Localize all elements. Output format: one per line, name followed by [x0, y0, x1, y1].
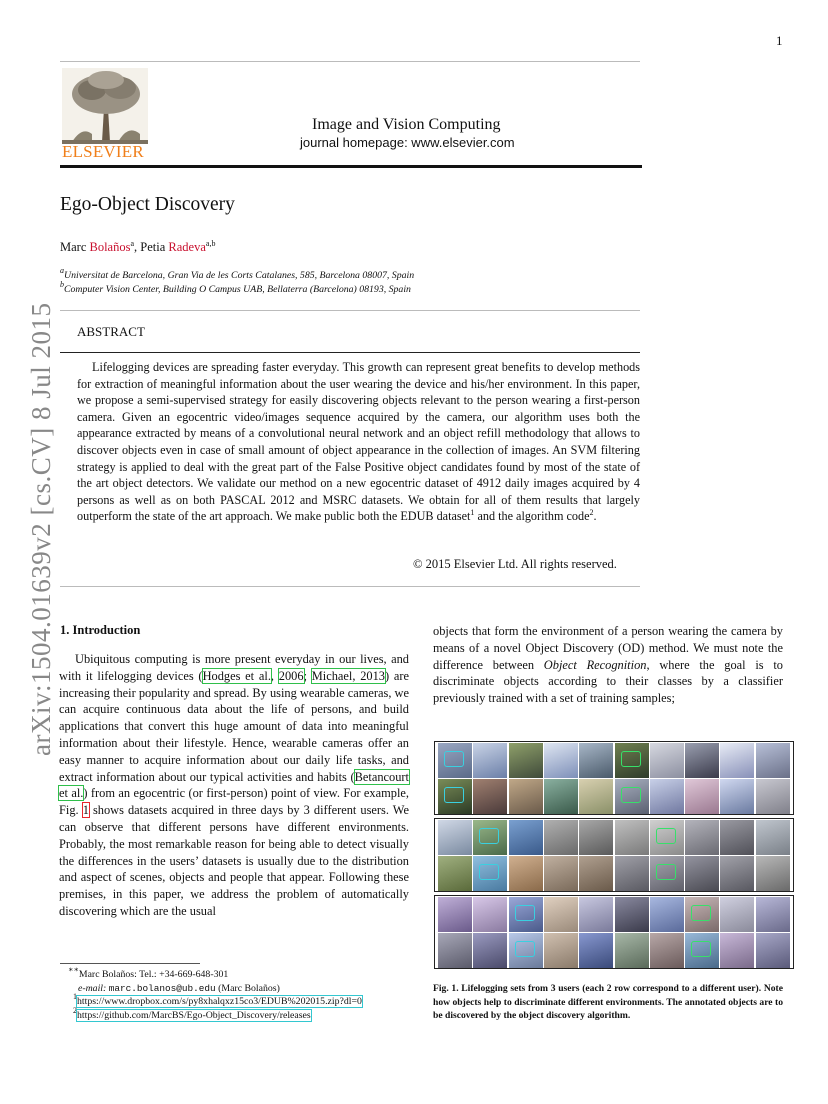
intro-text-f: shows datasets acquired in three days by 3 different users. We can observe that different persons have different environments. Probably, the most remarkable reason for being able to detect visually the differences in the users’ datasets is usually due to the distribution and aspect of scenes, objects and people that appear. Following these premises, in this paper, we address the problem of automatically discovering which are the usual — [59, 803, 409, 918]
footnote-email — [78, 982, 280, 995]
intro-text-e: ) from an egocentric (or first-person) point of view. For example, Fig. — [59, 786, 409, 818]
figure-thumbnail — [544, 897, 578, 932]
paper-title: Ego-Object Discovery — [60, 194, 235, 215]
figure-thumbnail — [685, 820, 719, 855]
author-1-first: Marc — [60, 240, 90, 254]
top-rule — [60, 61, 640, 62]
figure-thumbnail — [509, 856, 543, 891]
footnote-corr-text: Marc Bolaños: Tel.: +34-669-648-301 — [78, 969, 229, 980]
author-1-affil: a — [130, 239, 135, 248]
intro-text-c: ; — [303, 668, 312, 683]
figure-thumbnail — [509, 933, 543, 968]
affiliation-a-mark: a — [60, 266, 64, 275]
copyright-notice: © 2015 Elsevier Ltd. All rights reserved. — [413, 557, 617, 571]
figure-thumbnail — [509, 743, 543, 778]
affiliation-b-mark: b — [60, 280, 64, 289]
figure-thumbnail — [473, 779, 507, 814]
object-annotation-box — [621, 787, 641, 803]
intro-text-b: , — [270, 668, 279, 683]
figure-thumbnail — [756, 779, 790, 814]
figure-thumbnail — [615, 743, 649, 778]
object-annotation-box — [479, 828, 499, 844]
figure-thumbnail — [650, 856, 684, 891]
figure-thumbnail — [438, 933, 472, 968]
arxiv-stamp: arXiv:1504.01639v2 [cs.CV] 8 Jul 2015 — [26, 302, 56, 756]
affiliation-b — [60, 280, 411, 295]
journal-homepage[interactable]: journal homepage: www.elsevier.com — [300, 135, 515, 150]
abstract-text: Lifelogging devices are spreading faster everyday. This growth can represent great benefits to develop methods for extraction of meaningful information about the user wearing the device and his/her environment. In this paper, we propose a semi-supervised strategy for easily discovering objects relevant to the person wearing a first-person camera. Given an egocentric video/images sequence acquired by the camera, our algorithm uses both the appearance extracted by means of a convolutional neural network and an object refill methodology that allows to discover objects even in case of small amount of object appearance in the collection of images. An SVM filtering strategy is applied to deal with the great part of the False Positive object candidates found by most of the state of the art object detectors. We validate our method on a new egocentric dataset of 4912 daily images acquired by 4 persons as well as on both PASCAL 2012 and MSRC datasets. We obtain for all of them results that largely outperform the state of the art approach. We make public both the EDUB dataset — [77, 360, 640, 524]
figure-row-user-3 — [434, 895, 794, 969]
abstract-heading: ABSTRACT — [77, 324, 145, 339]
figure-row-user-1 — [434, 741, 794, 815]
affiliation-a-text: Universitat de Barcelona, Gran Via de les Corts Catalanes, 585, Barcelona 08007, Spain — [64, 270, 415, 281]
abstract-body — [77, 359, 640, 525]
object-annotation-box — [479, 864, 499, 880]
email-owner: (Marc Bolaños) — [215, 983, 280, 994]
figure-thumbnail — [544, 933, 578, 968]
footnote-rule — [60, 963, 200, 964]
figure-row-user-2 — [434, 818, 794, 892]
figure-thumbnail — [473, 933, 507, 968]
figure-thumbnail — [438, 897, 472, 932]
figure-thumbnail — [544, 779, 578, 814]
figure-thumbnail — [720, 820, 754, 855]
figure-thumbnail — [473, 897, 507, 932]
object-annotation-box — [691, 941, 711, 957]
figure-thumbnail — [756, 897, 790, 932]
figure-thumbnail — [615, 820, 649, 855]
figure-thumbnail — [685, 743, 719, 778]
figure-thumbnail — [720, 779, 754, 814]
footnote-2-mark: 2 — [73, 1006, 77, 1015]
figure-thumbnail — [650, 779, 684, 814]
figure-thumbnail — [720, 933, 754, 968]
figure-thumbnail — [438, 779, 472, 814]
figure-thumbnail — [579, 820, 613, 855]
journal-title: Image and Vision Computing — [312, 116, 501, 133]
elsevier-logo — [62, 68, 148, 160]
intro-left-column — [59, 651, 409, 920]
figure-thumbnail — [509, 779, 543, 814]
figure-1-caption: Fig. 1. Lifelogging sets from 3 users (each 2 row correspond to a different user). Note how objects help to discriminate different environments. The annotated objects are to be discovered by the object discovery algorithm. — [433, 983, 783, 1021]
abstract-footnote-2-ref[interactable]: 2 — [589, 508, 594, 518]
footnote-corr-mark: ∗∗ — [68, 965, 79, 974]
publisher-wordmark: ELSEVIER — [62, 142, 144, 161]
header-thick-rule — [60, 165, 642, 168]
figure-thumbnail — [650, 933, 684, 968]
citation-michael[interactable]: Michael, 2013 — [311, 668, 385, 683]
footnote-2 — [73, 1006, 311, 1022]
email-address[interactable]: marc.bolanos@ub.edu — [108, 983, 216, 994]
figure-thumbnail — [685, 897, 719, 932]
author-2-last[interactable]: Radeva — [168, 240, 206, 254]
figure-thumbnail — [685, 856, 719, 891]
figure-thumbnail — [615, 779, 649, 814]
authors — [60, 240, 215, 255]
object-annotation-box — [621, 751, 641, 767]
citation-betancourt[interactable]: Betancourt et al. — [59, 769, 409, 801]
figure-thumbnail — [756, 856, 790, 891]
intro-right-column — [433, 623, 783, 707]
abstract-footnote-1-ref[interactable]: 1 — [470, 508, 475, 518]
figure-thumbnail — [473, 820, 507, 855]
intro-right-text-b: , where the goal is to discriminate objects according to their classes by a classifier previously trained with a set of training samples; — [433, 657, 784, 706]
figure-thumbnail — [650, 820, 684, 855]
figure-thumbnail — [756, 820, 790, 855]
figure-thumbnail — [438, 820, 472, 855]
abstract-text-mid: and the algorithm code — [474, 509, 590, 524]
abstract-bottom-rule — [60, 586, 640, 587]
figure-thumbnail — [650, 897, 684, 932]
footnote-2-url[interactable]: https://github.com/MarcBS/Ego-Object_Discovery/releases — [77, 1010, 311, 1021]
figure-thumbnail — [544, 743, 578, 778]
abstract-heading-rule — [60, 352, 640, 353]
figure-thumbnail — [544, 820, 578, 855]
figure-thumbnail — [615, 933, 649, 968]
affiliation-a — [60, 266, 415, 281]
object-annotation-box — [444, 787, 464, 803]
figure-thumbnail — [720, 856, 754, 891]
abstract-top-rule — [60, 310, 640, 311]
abstract-text-end: . — [593, 509, 597, 524]
author-sep: , Petia — [134, 240, 169, 254]
author-2-affil: a,b — [205, 239, 216, 248]
figure-thumbnail — [473, 743, 507, 778]
figure-thumbnail — [650, 743, 684, 778]
figure-thumbnail — [615, 856, 649, 891]
object-annotation-box — [656, 828, 676, 844]
footnote-1-url[interactable]: https://www.dropbox.com/s/py8xhalqxz15co3/EDUB%202015.zip?dl=0 — [77, 996, 362, 1007]
figure-thumbnail — [579, 933, 613, 968]
citation-hodges-year[interactable]: 2006 — [278, 668, 304, 683]
object-annotation-box — [656, 864, 676, 880]
figure-thumbnail — [615, 897, 649, 932]
figure-thumbnail — [579, 779, 613, 814]
object-annotation-box — [515, 905, 535, 921]
figure-thumbnail — [544, 856, 578, 891]
page-number: 1 — [776, 33, 783, 48]
intro-text-d: ) are increasing their popularity and spread. By using wearable cameras, we can acquire continuous data about the life of persons, and build applications that convert this huge amount of data into meaningful information about their lifestyle. Hence, wearable cameras offer an easy manner to acquire information about our daily life tasks, and extract information about our typical activities and habits ( — [59, 668, 410, 784]
figure-thumbnail — [685, 779, 719, 814]
object-annotation-box — [515, 941, 535, 957]
footnote-1-mark: 1 — [73, 992, 77, 1001]
citation-hodges[interactable]: Hodges et al. — [202, 668, 271, 683]
figure-thumbnail — [438, 743, 472, 778]
affiliation-b-text: Computer Vision Center, Building O Campus UAB, Bellaterra (Barcelona) 08193, Spain — [64, 284, 411, 295]
intro-right-text-a: objects that form the environment of a person wearing the camera by means of a novel Object Discovery (OD) method. We must note the difference between — [433, 624, 783, 672]
footnote-corresponding — [68, 965, 229, 981]
email-label: e-mail: — [78, 983, 109, 994]
figure-thumbnail — [579, 743, 613, 778]
elsevier-tree-icon — [62, 68, 148, 144]
figure-1-ref[interactable]: 1 — [82, 803, 89, 818]
intro-right-emphasis: Object Recognition — [543, 657, 647, 672]
object-annotation-box — [691, 905, 711, 921]
figure-thumbnail — [579, 897, 613, 932]
figure-thumbnail — [509, 897, 543, 932]
figure-thumbnail — [509, 820, 543, 855]
footnote-1 — [73, 992, 362, 1008]
figure-thumbnail — [438, 856, 472, 891]
figure-thumbnail — [756, 933, 790, 968]
figure-thumbnail — [720, 743, 754, 778]
figure-thumbnail — [756, 743, 790, 778]
figure-thumbnail — [579, 856, 613, 891]
author-1-last[interactable]: Bolaños — [89, 240, 131, 254]
figure-thumbnail — [720, 897, 754, 932]
figure-thumbnail — [473, 856, 507, 891]
figure-thumbnail — [685, 933, 719, 968]
intro-text-a: Ubiquitous computing is more present everyday in our lives, and with it lifelogging devices ( — [59, 652, 409, 683]
section-heading-introduction: 1. Introduction — [60, 623, 141, 637]
object-annotation-box — [444, 751, 464, 767]
